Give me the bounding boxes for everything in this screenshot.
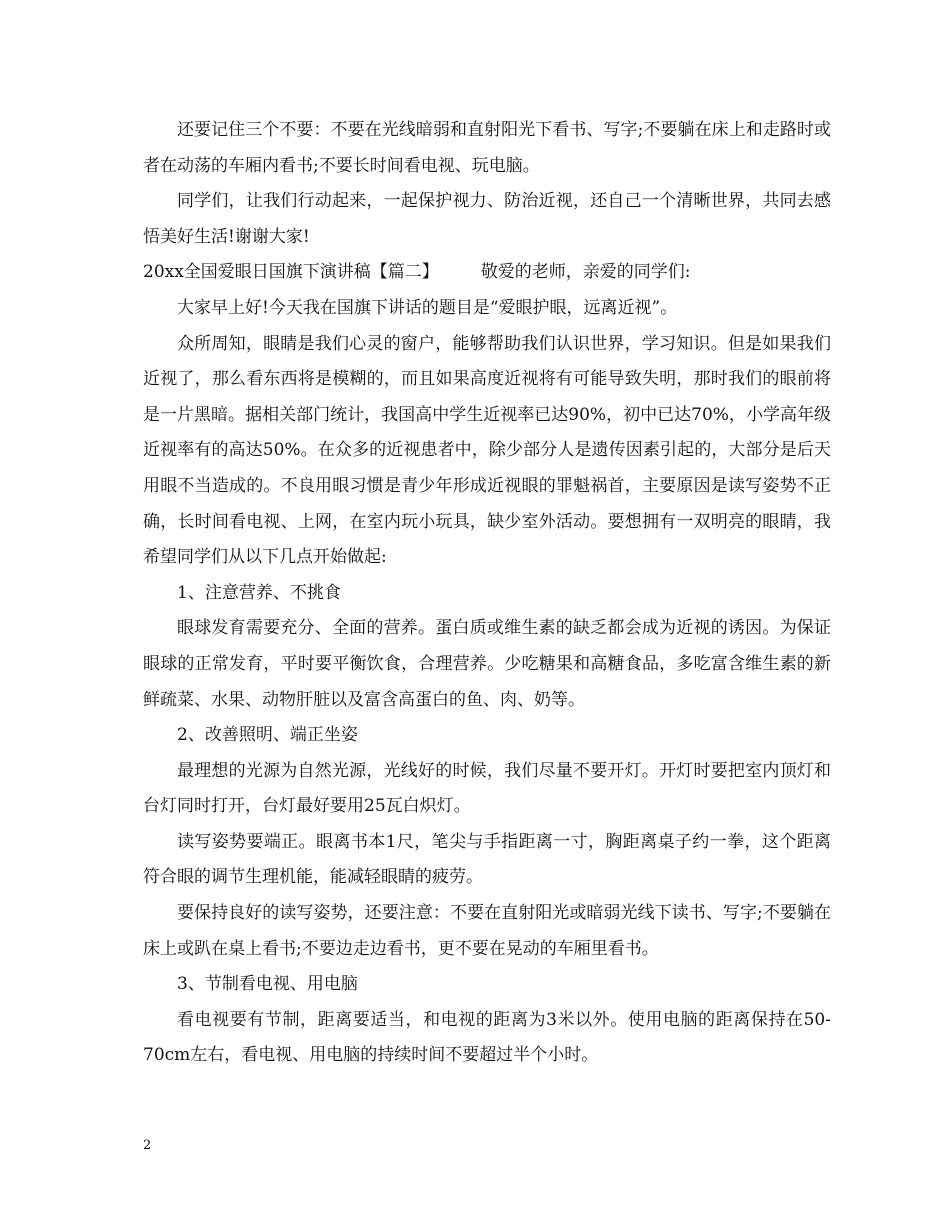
salutation: 敬爱的老师，亲爱的同学们: <box>480 262 691 283</box>
paragraph-lighting: 最理想的光源为自然光源，光线好的时候，我们尽量不要开灯。开灯时要把室内顶灯和台灯同时打开，台灯最好要用25瓦白炽灯。 <box>143 760 831 817</box>
paragraph-three-donts: 还要记住三个不要：不要在光线暗弱和直射阳光下看书、写字;不要躺在床上和走路时或者在动荡的车厢内看书;不要长时间看电视、玩电脑。 <box>143 120 831 176</box>
paragraph-reading-habits: 要保持良好的读写姿势，还要注意：不要在直射阳光或暗弱光线下读书、写字;不要躺在床上或趴在桌上看书;不要边走边看书，更不要在晃动的车厢里看书。 <box>143 903 831 959</box>
section-heading <box>143 255 831 291</box>
paragraph-nutrition: 眼球发育需要充分、全面的营养。蛋白质或维生素的缺乏都会成为近视的诱因。为保证眼球的正常发育，平时要平衡饮食，合理营养。少吃糖果和高糖食品，多吃富含维生素的新鲜疏菜、水果、动物肝脏以及富含高蛋白的鱼、肉、奶等。 <box>143 618 831 710</box>
paragraph-screen-time: 看电视要有节制，距离要适当，和电视的距离为3米以外。使用电脑的距离保持在50-70cm左右，看电视、用电脑的持续时间不要超过半个小时。 <box>143 1009 831 1066</box>
paragraph-posture: 读写姿势要端正。眼离书本1尺，笔尖与手指距离一寸，胸距离桌子约一拳，这个距离符合眼的调节生理机能，能减轻眼睛的疲劳。 <box>143 831 831 888</box>
page-body <box>143 113 831 1074</box>
section-title: 20xx全国爱眼日国旗下演讲稿【篇二】 <box>143 262 439 283</box>
paragraph-intro: 众所周知，眼睛是我们心灵的窗户，能够帮助我们认识世界，学习知识。但是如果我们近视了，那么看东西将是模糊的，而且如果高度近视将有可能导致失明，那时我们的眼前将是一片黑暗。据相关部门统计，我国高中学生近视率已达90%，初中已达70%，小学高年级近视率有的高达50%。在众多的近视患者中，除少部分人是遗传因素引起的，大部分是后天用眼不当造成的。不良用眼习惯是青少年形成近视眼的罪魁祸首，主要原因是读写姿势不正确，长时间看电视、上网，在室内玩小玩具，缺少室外活动。要想拥有一双明亮的眼睛，我希望同学们从以下几点开始做起: <box>143 333 831 568</box>
paragraph-opening: 大家早上好!今天我在国旗下讲话的题目是“爱眼护眼，远离近视”。 <box>177 297 678 318</box>
list-heading-nutrition: 1、注意营养、不挑食 <box>177 582 341 603</box>
list-heading-screen-time: 3、节制看电视、用电脑 <box>177 974 358 995</box>
list-heading-lighting: 2、改善照明、端正坐姿 <box>177 725 358 746</box>
paragraph-closing: 同学们，让我们行动起来，一起保护视力、防治近视，还自己一个清晰世界，共同去感悟美好生活!谢谢大家! <box>143 191 831 247</box>
page-number: 2 <box>143 1138 152 1153</box>
